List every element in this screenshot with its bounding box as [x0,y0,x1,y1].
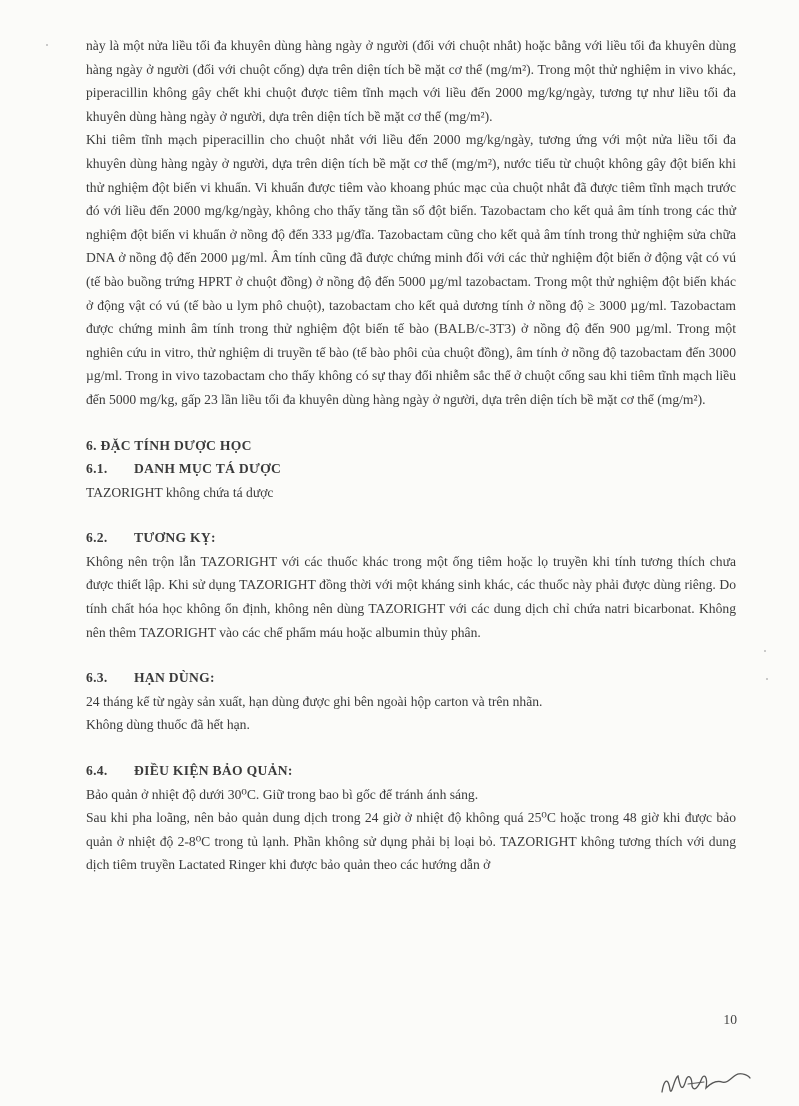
section-title: HẠN DÙNG: [134,670,215,686]
section-number: 6.3. [86,670,108,686]
section-6-4-heading [86,759,736,783]
scan-speck [764,650,766,652]
paragraph-piperacillin-in-vivo: này là một nửa liều tối đa khuyên dùng hàng ngày ở người (đối với chuột nhắt) hoặc bằng với liều tối đa khuyên dùng hàng ngày ở người (đối với chuột cống) dựa trên diện tích bề mặt cơ thể (mg/m²). Trong một thử nghiệm in vivo khác, piperacillin không gây chết khi chuột được tiêm tĩnh mạch với liều đến 2000 mg/kg/ngày, tương tự như liều tối đa khuyên dùng hàng ngày ở người, dựa trên diện tích bề mặt cơ thể (mg/m²). [86,38,736,124]
handwritten-signature-icon [658,1066,754,1100]
section-title: ĐIỀU KIỆN BẢO QUẢN: [134,763,293,779]
paragraph-mutagenicity: Khi tiêm tĩnh mạch piperacillin cho chuột nhắt với liều đến 2000 mg/kg/ngày, tương ứng với một nửa liều tối đa khuyên dùng hàng ngày ở người, dựa trên diện tích bề mặt cơ thể (mg/m²), nước tiểu từ chuột không gây đột biến khi thử nghiệm đột biến vi khuẩn. Vi khuẩn được tiêm vào khoang phúc mạc của chuột nhắt đã được tiêm tĩnh mạch trước đó với liều đến 2000 mg/kg/ngày, không cho thấy tăng tần số đột biến. Tazobactam cho kết quả âm tính trong các thử nghiệm đột biến vi khuẩn ở nồng độ đến 333 µg/đĩa. Tazobactam cũng cho kết quả âm tính trong thử nghiệm sửa chữa DNA ở nồng độ đến 2000 µg/ml. Âm tính cũng đã được chứng minh đối với các thử nghiệm đột biến ở động vật có vú (tế bào buồng trứng HPRT ở chuột đồng) ở nồng độ đến 5000 µg/ml tazobactam. Trong một thử nghiệm đột biến khác ở động vật có vú (tế bào u lym phô chuột), tazobactam cho kết quả dương tính ở nồng độ ≥ 3000 µg/ml. Tazobactam được chứng minh âm tính trong thử nghiệm đột biến tế bào (BALB/c-3T3) ở nồng độ đến 900 µg/ml. Trong một nghiên cứu in vitro, thử nghiệm di truyền tế bào (tế bào phôi của chuột đồng), âm tính ở nồng độ tazobactam đến 3000 µg/ml. Trong in vivo tazobactam cho thấy không có sự thay đổi nhiễm sắc thể ở chuột cống sau khi tiêm tĩnh mạch liều đến 5000 mg/kg, gấp 23 lần liều tối đa khuyên dùng hàng ngày ở người, dựa trên diện tích bề mặt cơ thể (mg/m²). [86,132,736,407]
section-6-3-line-1: 24 tháng kể từ ngày sản xuất, hạn dùng được ghi bên ngoài hộp carton và trên nhãn. [86,693,543,709]
section-6-heading: 6. ĐẶC TÍNH DƯỢC HỌC [86,437,252,453]
section-6-1-body: TAZORIGHT không chứa tá dược [86,484,274,500]
section-6-4-line-1: Bảo quản ở nhiệt độ dưới 30⁰C. Giữ trong bao bì gốc để tránh ánh sáng. [86,786,479,802]
section-number: 6.4. [86,763,108,779]
body-text [86,34,736,877]
scan-speck [766,678,768,680]
section-number: 6.2. [86,530,108,546]
section-number: 6.1. [86,461,108,477]
section-6-2-heading [86,526,736,550]
section-6-3-heading [86,666,736,690]
section-6-4-line-2: Sau khi pha loãng, nên bảo quản dung dịch trong 24 giờ ở nhiệt độ không quá 25⁰C hoặc trong 48 giờ khi được bảo quản ở nhiệt độ 2-8⁰C trong tủ lạnh. Phần không sử dụng phải bị loại bỏ. TAZORIGHT không tương thích với dung dịch tiêm truyền Lactated Ringer khi được bảo quản theo các hướng dẫn ở [86,810,736,873]
page-number: 10 [723,1012,737,1027]
section-title: DANH MỤC TÁ DƯỢC [134,461,282,477]
section-6-2-body: Không nên trộn lẫn TAZORIGHT với các thuốc khác trong một ống tiêm hoặc lọ truyền khi tính tương thích chưa được thiết lập. Khi sử dụng TAZORIGHT đồng thời với một kháng sinh khác, các thuốc này phải được dùng riêng. Do tính chất hóa học không ổn định, không nên dùng TAZORIGHT với các dung dịch chỉ chứa natri bicarbonat. Không nên thêm TAZORIGHT vào các chế phẩm máu hoặc albumin thủy phân. [86,553,736,640]
section-6-1-heading [86,457,736,481]
section-6-3-line-2: Không dùng thuốc đã hết hạn. [86,717,250,733]
scan-speck [46,44,48,46]
section-title: TƯƠNG KỴ: [134,530,216,546]
